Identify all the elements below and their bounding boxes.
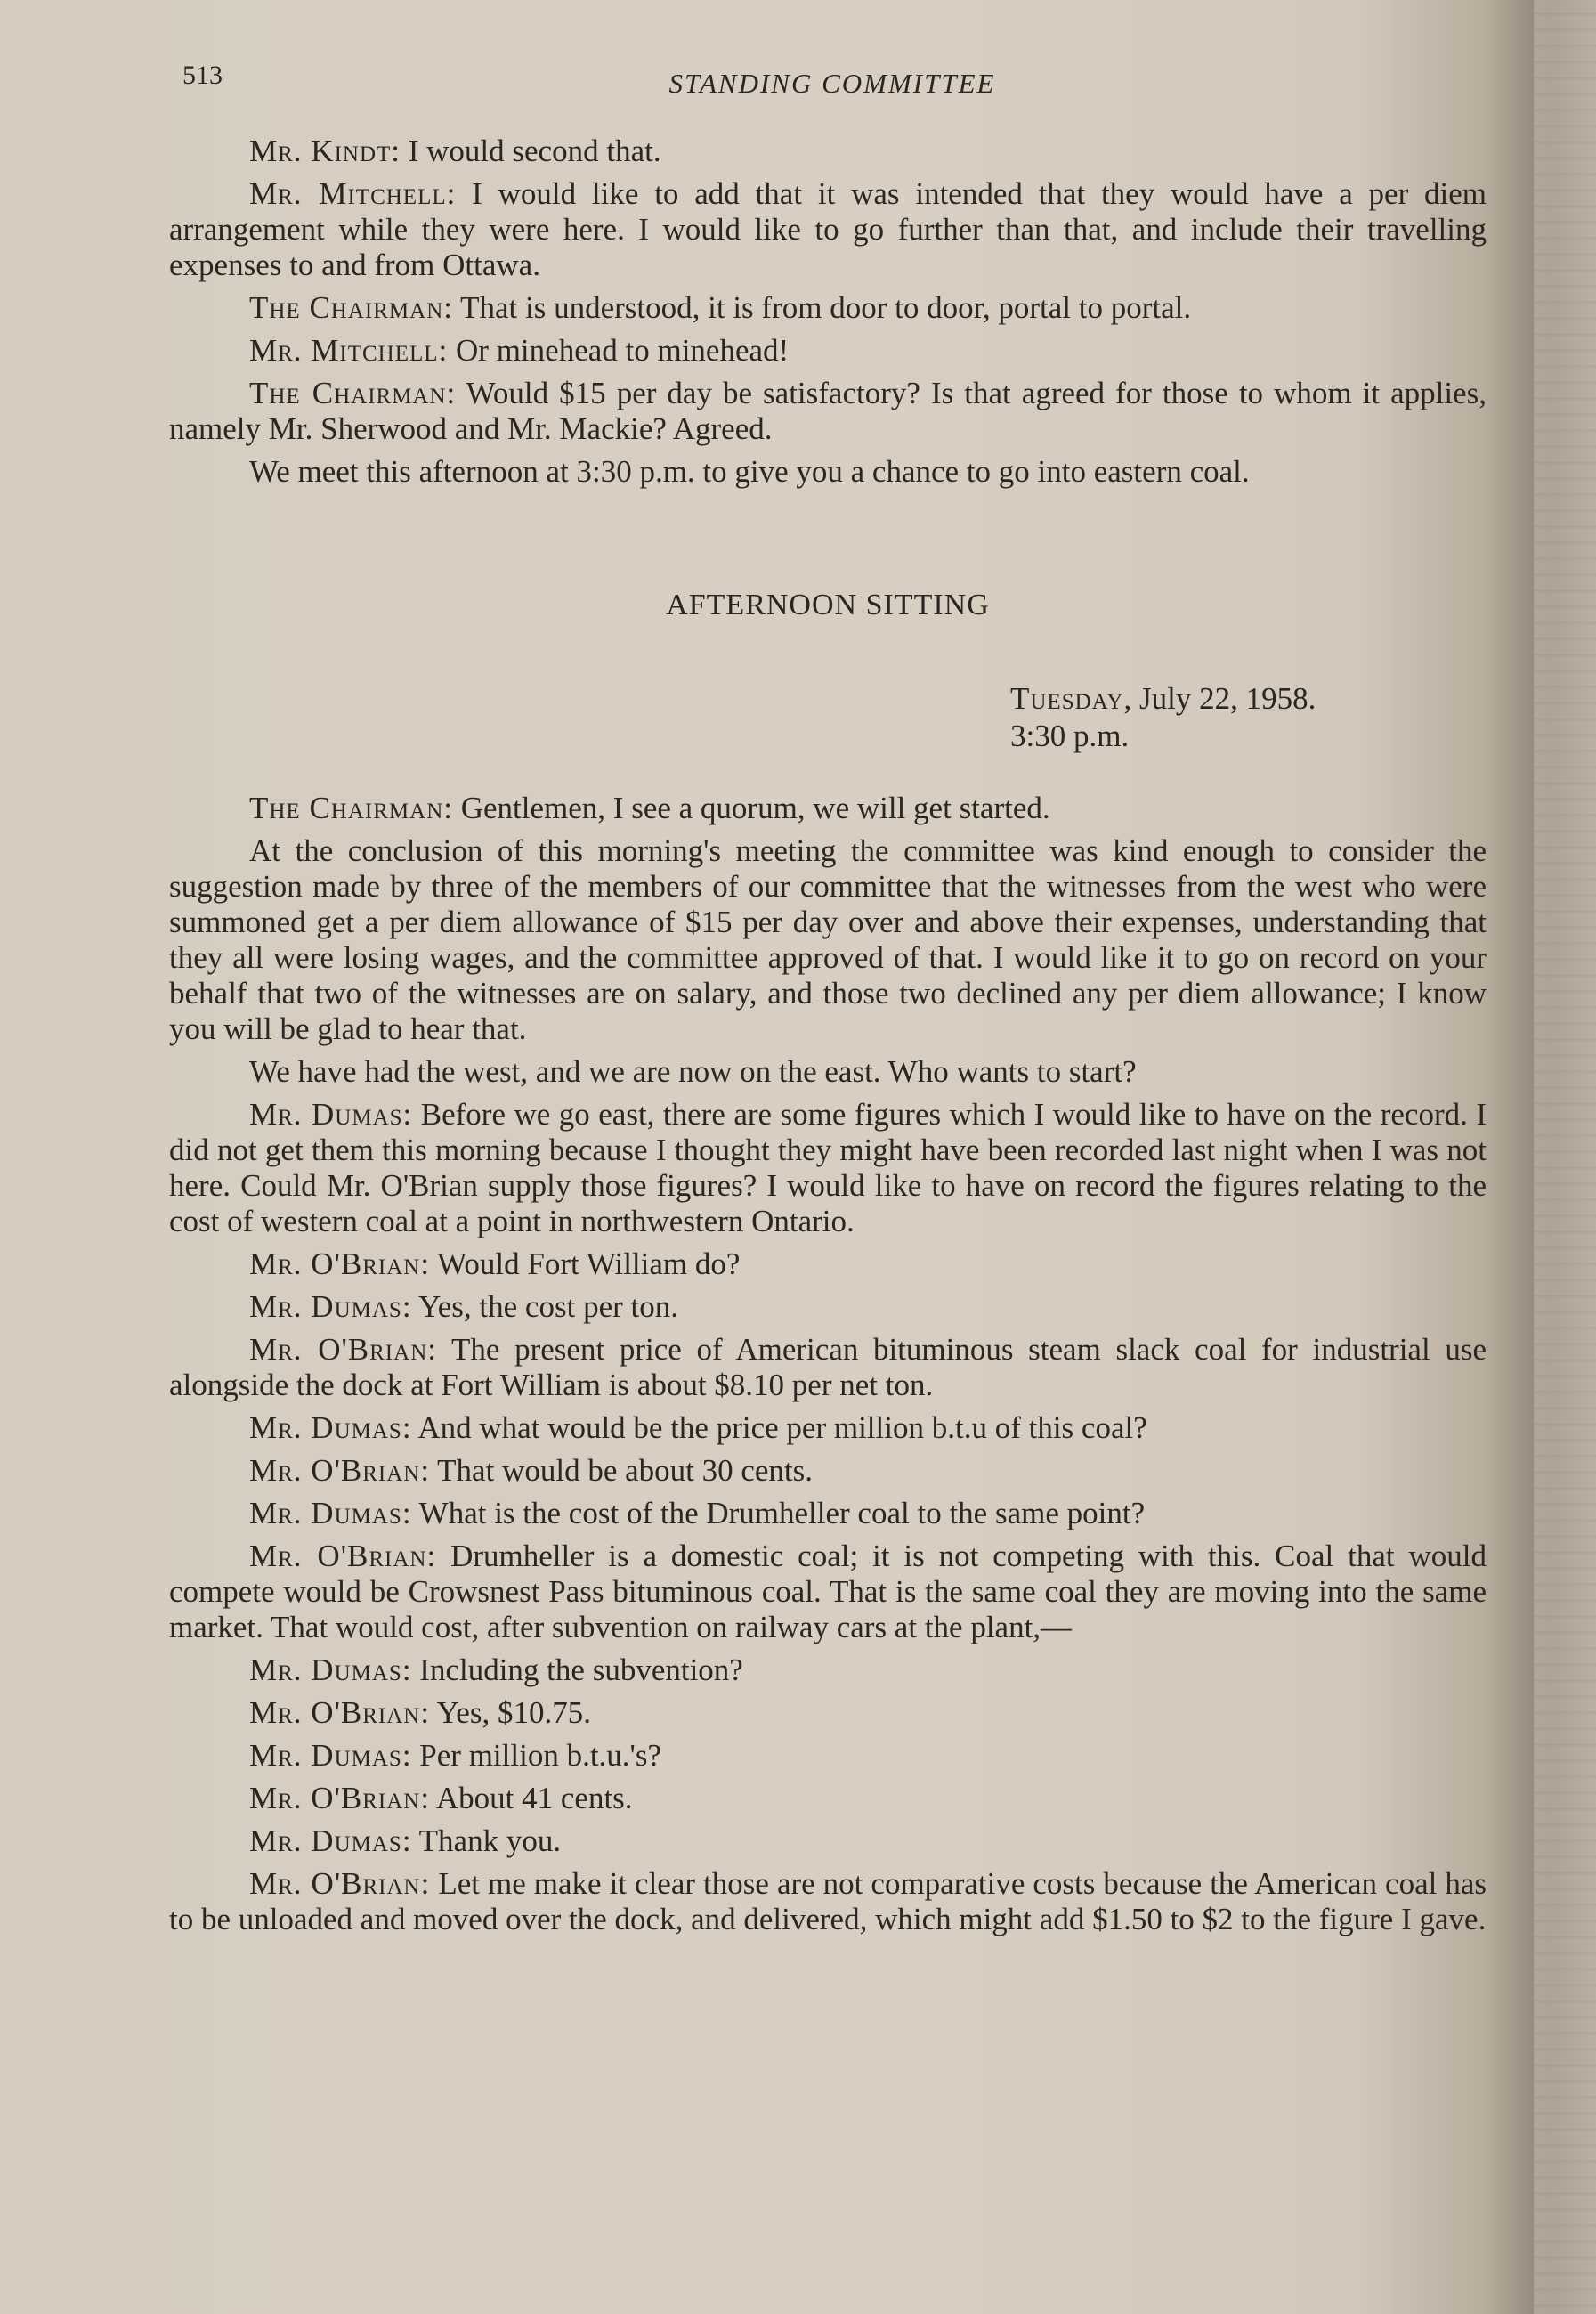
transcript-paragraph — [169, 1289, 1487, 1325]
speaker-name: Mr. Mitchell: — [249, 176, 457, 211]
speech-text: What is the cost of the Drumheller coal to the same point? — [411, 1496, 1146, 1530]
section-heading: AFTERNOON SITTING — [666, 589, 990, 621]
transcript-paragraph — [169, 1781, 1487, 1816]
transcript-paragraph — [169, 833, 1487, 1047]
speaker-name: The Chairman: — [249, 791, 453, 825]
speaker-name: Mr. Dumas: — [249, 1738, 412, 1773]
speech-text: Yes, $10.75. — [430, 1695, 591, 1730]
speech-text: I would like to add that it was intended that they would have a per diem arrangement while they were here. I would like to go further than that, and include their travelling expenses to and from Ottawa. — [169, 176, 1487, 282]
speaker-name: Mr. Dumas: — [249, 1097, 413, 1132]
transcript-paragraph — [169, 290, 1487, 326]
speech-text: Gentlemen, I see a quorum, we will get started. — [452, 791, 1050, 825]
page-header — [182, 61, 1482, 105]
dateline-date-text: , July 22, 1958. — [1123, 681, 1316, 716]
speech-text: That would be about 30 cents. — [430, 1453, 814, 1488]
speech-text: And what would be the price per million b.t.u of this coal? — [411, 1410, 1147, 1445]
transcript-paragraph — [169, 176, 1487, 283]
transcript-paragraph — [169, 1246, 1487, 1282]
transcript-paragraph — [169, 1332, 1487, 1403]
transcript-body — [169, 134, 1487, 1945]
speaker-name: Mr. O'Brian: — [249, 1781, 431, 1815]
speech-text: The present price of American bituminous steam slack coal for industrial use alongside the dock at Fort William is about $8.10 per net ton. — [169, 1332, 1487, 1402]
running-title: STANDING COMMITTEE — [668, 68, 996, 99]
speaker-name: Mr. Dumas: — [249, 1289, 412, 1324]
transcript-paragraph — [169, 1054, 1487, 1090]
speaker-name: Mr. O'Brian: — [249, 1695, 431, 1730]
page-number: 513 — [182, 61, 223, 90]
speaker-name: Mr. Dumas: — [249, 1823, 412, 1858]
speech-text: Including the subvention? — [411, 1652, 743, 1687]
transcript-paragraph — [169, 1539, 1487, 1645]
transcript-paragraph — [169, 1496, 1487, 1531]
speaker-name: Mr. O'Brian: — [249, 1246, 431, 1281]
transcript-paragraph — [169, 333, 1487, 369]
page-edge-shadow — [1534, 0, 1596, 2314]
speaker-name: The Chairman: — [249, 290, 453, 325]
transcript-paragraph — [169, 1866, 1487, 1937]
speech-text: Per million b.t.u.'s? — [411, 1738, 662, 1773]
dateline-time: 3:30 p.m. — [1010, 719, 1130, 753]
dateline-day: Tuesday — [1010, 681, 1124, 716]
speech-text: About 41 cents. — [430, 1781, 633, 1815]
speaker-name: Mr. O'Brian: — [249, 1866, 431, 1901]
transcript-paragraph — [169, 1695, 1487, 1731]
dateline — [1010, 680, 1487, 755]
transcript-paragraph — [169, 1097, 1487, 1239]
speaker-name: Mr. Dumas: — [249, 1410, 412, 1445]
speech-text: Yes, the cost per ton. — [411, 1289, 678, 1324]
speech-text: I would second that. — [401, 134, 661, 168]
speaker-name: Mr. Dumas: — [249, 1652, 412, 1687]
morning-section — [169, 134, 1487, 490]
speaker-name: Mr. Dumas: — [249, 1496, 412, 1530]
transcript-paragraph — [169, 376, 1487, 447]
speaker-name: The Chairman: — [249, 376, 457, 410]
speech-text: We have had the west, and we are now on the east. Who wants to start? — [249, 1054, 1137, 1089]
afternoon-section — [169, 791, 1487, 1937]
speech-text: Or minehead to minehead! — [448, 333, 790, 368]
transcript-paragraph — [169, 454, 1487, 490]
speech-text: Drumheller is a domestic coal; it is not competing with this. Coal that would compete would be Crowsnest Pass bituminous coal. That is the same coal they are moving into the same market. That would cost, after subvention on railway cars at the plant,— — [169, 1539, 1487, 1644]
dateline-date — [1010, 680, 1487, 718]
speech-text: We meet this afternoon at 3:30 p.m. to give you a chance to go into eastern coal. — [249, 454, 1250, 489]
transcript-paragraph — [169, 1738, 1487, 1774]
speaker-name: Mr. Kindt: — [249, 134, 401, 168]
speech-text: Before we go east, there are some figures which I would like to have on the record. I did not get them this morning because I thought they might have been recorded last night when I was not here. Could Mr. O'Brian supply those figures? I would like to have on record the figures relating to the cost of western coal at a point in northwestern Ontario. — [169, 1097, 1487, 1238]
speech-text: Let me make it clear those are not comparative costs because the American coal has to be unloaded and moved over the dock, and delivered, which might add $1.50 to $2 to the figure I gave. — [169, 1866, 1487, 1936]
speaker-name: Mr. Mitchell: — [249, 333, 449, 368]
speech-text: Would Fort William do? — [430, 1246, 741, 1281]
transcript-paragraph — [169, 1652, 1487, 1688]
speech-text: At the conclusion of this morning's meeting the committee was kind enough to consider the suggestion made by three of the members of our committee that the witnesses from the west who were summoned get a per diem allowance of $15 per day over and above their expenses, understanding that they all were losing wages, and the committee approved of that. I would like it to go on record on your behalf that two of the witnesses are on salary, and those two declined any per diem allowance; I know you will be glad to hear that. — [169, 833, 1487, 1046]
transcript-paragraph — [169, 1410, 1487, 1446]
speaker-name: Mr. O'Brian: — [249, 1539, 437, 1573]
speech-text: Thank you. — [411, 1823, 562, 1858]
transcript-paragraph — [169, 1453, 1487, 1489]
transcript-paragraph — [169, 791, 1487, 826]
transcript-paragraph — [169, 1823, 1487, 1859]
speech-text: Would $15 per day be satisfactory? Is that agreed for those to whom it applies, namely Mr. Sherwood and Mr. Mackie? Agreed. — [169, 376, 1487, 446]
transcript-paragraph — [169, 134, 1487, 169]
speech-text: That is understood, it is from door to door, portal to portal. — [452, 290, 1192, 325]
speaker-name: Mr. O'Brian: — [249, 1453, 431, 1488]
speaker-name: Mr. O'Brian: — [249, 1332, 437, 1367]
